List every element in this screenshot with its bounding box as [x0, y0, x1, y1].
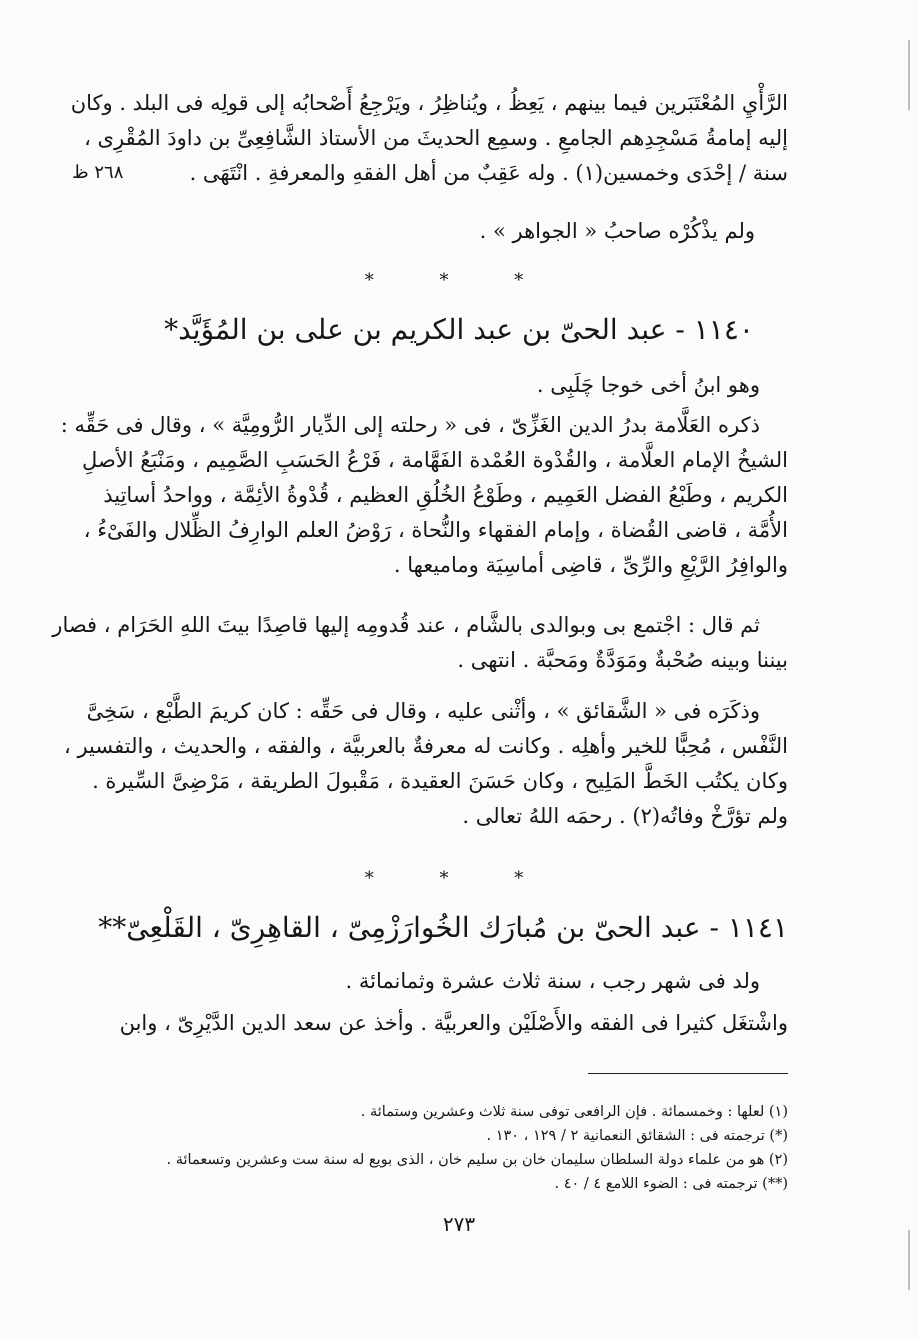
text-line: الرَّأْيِ المُعْتَبَرين فيما بينهم ، يَعِظُ ، ويُناظِرُ ، ويَرْجِعُ أَصْحابُه إلى قولِه فى البلد . وكان: [70, 91, 788, 115]
text-line: الشيخُ الإمام العلَّامة ، والقُدْوة العُمْدة الفَهَّامة ، فَرْعُ الحَسَبِ الصَّمِيم ، ومَنْبَعُ الأصلِ: [82, 448, 788, 472]
footnote: (**) ترجمته فى : الضوء اللامع ٤ / ٤٠ .: [554, 1176, 788, 1192]
text-line: الأُمَّة ، قاضى القُضاة ، وإمام الفقهاء والنُّحاة ، رَوْضُ العلم الوارِفُ الظِّلال والفَىْءُ ،: [83, 518, 788, 542]
text-line: إليه إمامةُ مَسْجِدِهم الجامعِ . وسمِع الحديثَ من الأستاذ الشَّافِعِىِّ بن داودَ المُقْرِى ،: [84, 126, 788, 150]
section-separator: * * *: [364, 270, 554, 291]
text-line: وذكَرَه فى « الشَّقائق » ، وأثْنى عليه ، وقال فى حَقِّه : كان كريمَ الطَّبْع ، سَخِىَّ: [86, 699, 760, 723]
margin-folio-note: ٢٦٨ ظ: [72, 162, 124, 183]
entry-1140-paragraph-1: [130, 368, 760, 403]
text-line: واشْتغَل كثيرا فى الفقه والأَصْلَيْن والعربيَّة . وأخذ عن سعد الدين الدَّيْرِىّ ، وابن: [119, 1011, 788, 1035]
entry-heading-1140: ١١٤٠ - عبد الحىّ بن عبد الكريم بن على بن المُؤَيَّد*: [164, 313, 754, 346]
page-number: ٢٧٣: [442, 1212, 476, 1236]
text-line: ولم يذْكُرْه صاحبُ « الجواهر » .: [479, 219, 755, 243]
text-line: سنة / إحْدَى وخمسين(١) . وله عَقِبٌ من أهل الفقهِ والمعرفةِ . انْتَهَى .: [189, 161, 788, 185]
entry-1140-paragraph-2: [60, 408, 788, 583]
entry-1141-paragraph-1: [130, 964, 760, 999]
text-line: بيننا وبينه صُحْبةٌ ومَوَدَّةٌ ومَحبَّة . انتهى .: [457, 648, 788, 672]
scan-edge-mark: [908, 40, 910, 110]
text-line: وكان يكتُب الخَطَّ المَلِيح ، وكان حَسَنَ العقيدة ، مَقْبولَ الطريقة ، مَرْضِىَّ السِّيرة .: [92, 769, 788, 793]
continuation-closing-line: [130, 214, 755, 249]
footnote: (*) ترجمته فى : الشقائق النعمانية ٢ / ١٢٩ ، ١٣٠ .: [486, 1128, 788, 1144]
entry-1140-paragraph-3: [52, 608, 788, 678]
footnote-rule: [588, 1073, 788, 1074]
text-line: ولم تؤرَّخْ وفاتُه(٢) . رحمَه اللهُ تعالى .: [462, 804, 788, 828]
text-line: ثم قال : اجْتمع بى وبوالدى بالشَّام ، عند قُدومِه إليها قاصِدًا بيتَ اللهِ الحَرَام ، فصار: [52, 613, 760, 637]
text-line: الكريم ، وطَبْعُ الفضل العَمِيم ، وطَوْعُ الخُلُقِ العظيم ، قُدْوةُ الأئِمَّة ، وواحدُ أساتِيذ: [103, 483, 788, 507]
text-line: والوافِرُ الرَّيْعِ والرِّىِّ ، قاضِى أماسِيَة وماميعها .: [393, 553, 788, 577]
footnote: (٢) هو من علماء دولة السلطان سليمان خان بن سليم خان ، الذى بويع له سنة ست وعشرين وتسعمائة .: [166, 1152, 788, 1168]
entry-1140-paragraph-4: [64, 694, 788, 834]
footnotes: [166, 1100, 788, 1196]
entry-1141-paragraph-2: [119, 1006, 788, 1041]
text-line: النَّفْس ، مُحِبًّا للخير وأهلِه . وكانت له معرفةٌ بالعربيَّة ، والفقه ، والحديث ، والتفسير ،: [64, 734, 788, 758]
scan-edge-mark: [908, 1230, 910, 1290]
text-line: ولد فى شهر رجب ، سنة ثلاث عشرة وثمانمائة .: [345, 969, 760, 993]
text-line: ذكره العَلَّامة بدرُ الدين الغَزِّىّ ، فى « رحلته إلى الدِّيار الرُّومِيَّة » ، وقال فى حَقِّه :: [60, 413, 760, 437]
entry-heading-1141: ١١٤١ - عبد الحىّ بن مُبارَك الخُوارَزْمِىّ ، القاهِرِىّ ، القَلْعِىّ**: [98, 911, 788, 944]
text-line: وهو ابنُ أخى خوجا چَلَبِى .: [536, 373, 760, 397]
footnote: (١) لعلها : وخمسمائة . فإن الرافعى توفى سنة ثلاث وعشرين وستمائة .: [360, 1104, 788, 1120]
section-separator: * * *: [364, 868, 554, 889]
